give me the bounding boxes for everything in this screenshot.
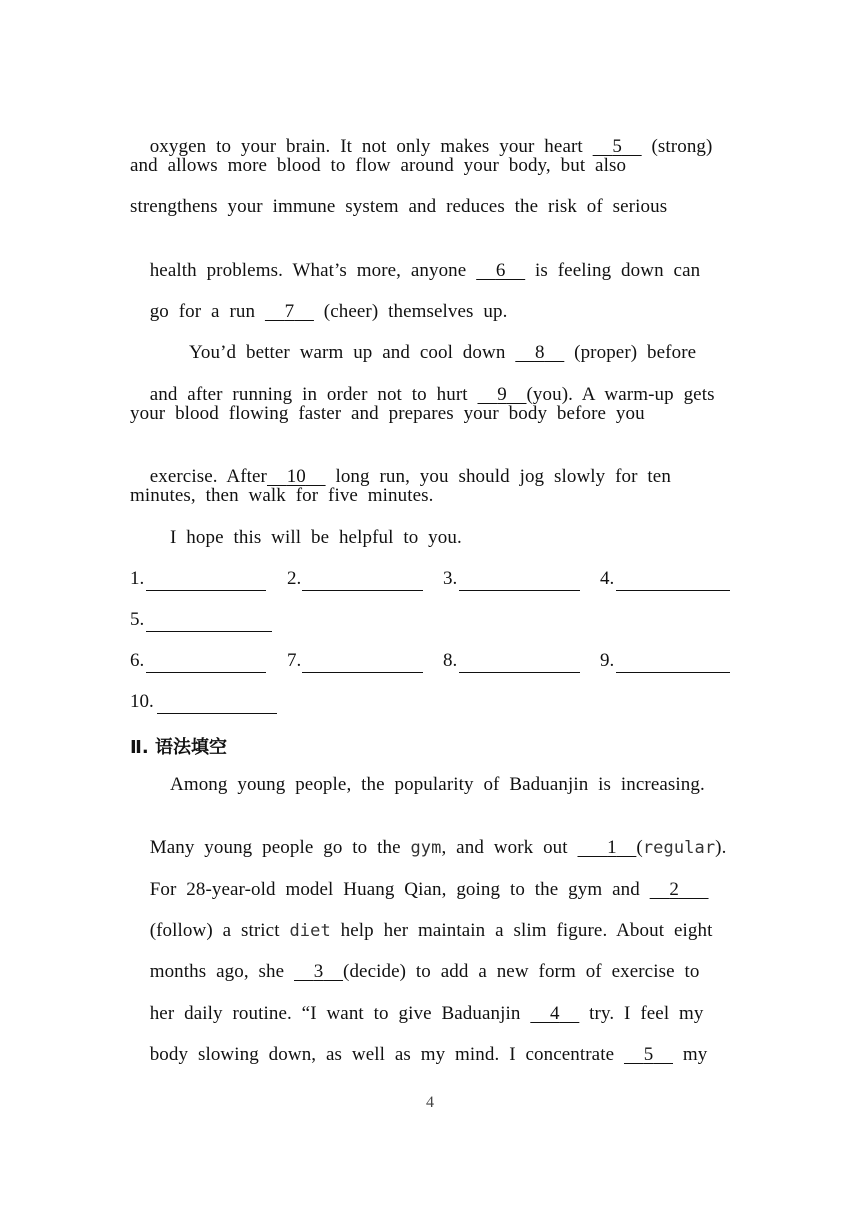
answer-label-7: 7. <box>287 650 302 671</box>
blank2-1: 1 <box>607 837 617 858</box>
blank-9: 9 <box>497 384 507 405</box>
passage2-line-3: For 28-year-old model Huang Qian, going to the gym and 2 <box>130 857 709 901</box>
passage-line-7: and after running in order not to hurt 9 (you). A warm-up gets <box>149 384 715 405</box>
passage-line-3: strengthens your immune system and reduces the risk of serious <box>130 196 668 217</box>
answer-blank-7[interactable] <box>302 654 423 673</box>
passage2-line-6: her daily routine. “I want to give Baduanjin 4 try. I feel my <box>149 1003 704 1024</box>
passage2-line-7: body slowing down, as well as my mind. I concentrate 5 my <box>149 1044 708 1065</box>
answer-blank-5[interactable] <box>146 613 272 632</box>
passage-line-4: health problems. What’s more, anyone 6 is feeling down can <box>149 260 701 281</box>
passage-line-1: oxygen to your brain. It not only makes your heart 5 (strong) <box>149 136 713 157</box>
blank-10: 10 <box>286 466 306 487</box>
answer-label-9: 9. <box>600 650 615 671</box>
answer-label-2: 2. <box>287 568 302 589</box>
passage-line-2: and allows more blood to flow around your body, but also <box>130 155 627 176</box>
answer-blank-6[interactable] <box>146 654 266 673</box>
section-heading: Ⅱ. 语法填空 <box>130 737 227 758</box>
answer-blank-2[interactable] <box>302 572 423 591</box>
blank2-2: 2 <box>669 879 679 900</box>
passage2-line-2: Many young people go to the gym, and work out 1 (regular). <box>149 837 727 858</box>
answer-label-10: 10. <box>130 691 154 712</box>
answer-blank-3[interactable] <box>459 572 580 591</box>
passage-line-6: You’d better warm up and cool down 8 (proper) before <box>189 342 697 363</box>
answer-blank-4[interactable] <box>616 572 730 591</box>
answer-blank-9[interactable] <box>616 654 730 673</box>
blank-6: 6 <box>495 260 506 281</box>
blank2-4: 4 <box>550 1003 560 1024</box>
answer-label-4: 4. <box>600 568 615 589</box>
blank-8: 8 <box>534 342 545 363</box>
blank-5: 5 <box>612 136 622 157</box>
passage-line-11: I hope this will be helpful to you. <box>170 527 462 548</box>
answer-blank-8[interactable] <box>459 654 580 673</box>
passage-line-9: exercise. After 10 long run, you should jog slowly for ten <box>149 466 671 487</box>
answer-blank-10[interactable] <box>157 695 277 714</box>
blank2-3: 3 <box>313 961 324 982</box>
passage2-line-4: (follow) a strict diet help her maintain a slim figure. About eight <box>149 920 713 941</box>
passage2-line-5: months ago, she 3 (decide) to add a new form of exercise to <box>149 961 700 982</box>
answer-label-6: 6. <box>130 650 145 671</box>
passage-line-10: minutes, then walk for five minutes. <box>130 485 434 506</box>
answer-label-1: 1. <box>130 568 145 589</box>
page-number: 4 <box>426 1094 434 1111</box>
passage-line-5: go for a run 7 (cheer) themselves up. <box>149 301 508 322</box>
blank-7: 7 <box>284 301 295 322</box>
passage2-line-1: Among young people, the popularity of Baduanjin is increasing. <box>170 774 705 795</box>
answer-label-5: 5. <box>130 609 145 630</box>
passage-line-8: your blood flowing faster and prepares your body before you <box>130 403 645 424</box>
answer-label-8: 8. <box>443 650 458 671</box>
answer-blank-1[interactable] <box>146 572 266 591</box>
answer-label-3: 3. <box>443 568 458 589</box>
blank2-5: 5 <box>643 1044 654 1065</box>
